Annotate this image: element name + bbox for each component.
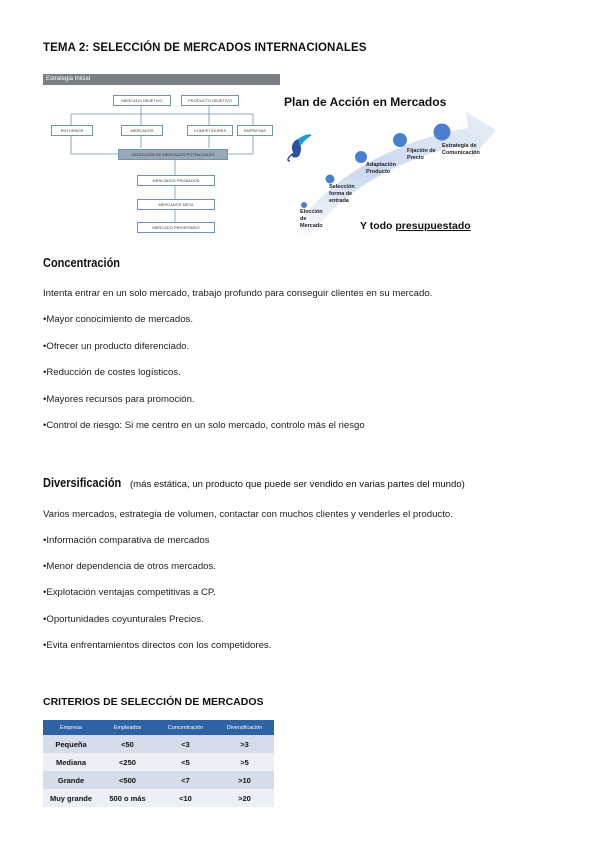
plan-title: Plan de Acción en Mercados xyxy=(284,95,447,109)
table-cell: >5 xyxy=(215,753,274,771)
diversificacion-bullet: •Información comparativa de mercados xyxy=(43,535,210,546)
strategy-diagram xyxy=(43,74,280,244)
plan-footer: Y todo presupuestado xyxy=(360,220,471,232)
table-cell: >3 xyxy=(215,735,274,753)
concentracion-bullet: •Mayores recursos para promoción. xyxy=(43,394,195,405)
diagram-box: EMPRESAS xyxy=(237,125,273,136)
concentracion-bullet: •Mayor conocimiento de mercados. xyxy=(43,314,193,325)
concentracion-bullet: •Ofrecer un producto diferenciado. xyxy=(43,341,190,352)
table-cell: <50 xyxy=(99,735,156,753)
step-label: forma de xyxy=(329,191,353,197)
table-row xyxy=(43,753,274,771)
criterios-heading: CRITERIOS DE SELECCIÓN DE MERCADOS xyxy=(43,696,264,708)
diversificacion-bullet: •Oportunidades coyunturales Precios. xyxy=(43,614,204,625)
diagram-box: ENTORNOS xyxy=(51,125,93,136)
concentracion-bullet: •Reducción de costes logísticos. xyxy=(43,367,181,378)
table-cell: <10 xyxy=(156,789,215,807)
table-cell: Mediana xyxy=(43,753,99,771)
step-circle xyxy=(326,175,335,184)
table-header-cell: Concentración xyxy=(156,720,215,735)
concentracion-intro: Intenta entrar en un solo mercado, trabajo profundo para conseguir clientes en su mercado. xyxy=(43,288,433,299)
step-label: de xyxy=(300,216,307,222)
table-cell: >10 xyxy=(215,771,274,789)
table-cell: <7 xyxy=(156,771,215,789)
action-plan-graphic xyxy=(282,86,500,244)
table-cell: <3 xyxy=(156,735,215,753)
step-label: Elección xyxy=(300,209,323,215)
table-cell: Muy grande xyxy=(43,789,99,807)
table-cell: <250 xyxy=(99,753,156,771)
diversificacion-heading: Diversificación (más estática, un producto que puede ser vendido en varias partes del mundo) xyxy=(43,476,465,490)
step-label: Comunicación xyxy=(442,150,480,156)
step-label: Precio xyxy=(407,155,424,161)
table-cell: 500 o más xyxy=(99,789,156,807)
table-cell: <5 xyxy=(156,753,215,771)
step-label: Fijación de xyxy=(407,148,436,154)
step-label: Estrategia de xyxy=(442,143,477,149)
table-cell: <500 xyxy=(99,771,156,789)
step-circle xyxy=(434,124,451,141)
diversificacion-bullet: •Menor dependencia de otros mercados. xyxy=(43,561,216,572)
diagram-box: SELECCIÓN DE MERCADOS POTENCIALES xyxy=(118,149,228,160)
step-circle xyxy=(393,133,407,147)
diagram-box: MERCADOS xyxy=(121,125,163,136)
diversificacion-subtitle: (más estática, un producto que puede ser vendido en varias partes del mundo) xyxy=(129,479,465,490)
table-header-cell: Diversificación xyxy=(215,720,274,735)
diagram-box: MERCADO OBJETIVO xyxy=(113,95,171,106)
concentracion-heading: Concentración xyxy=(43,256,121,270)
growth-arrow xyxy=(290,112,496,236)
table-cell: Pequeña xyxy=(43,735,99,753)
step-label: Producto xyxy=(366,169,391,175)
table-row xyxy=(43,771,274,789)
step-label: Mercado xyxy=(300,223,323,229)
diagram-box: MERCADOS PROBADOS xyxy=(137,175,215,186)
step-label: Selección xyxy=(329,184,355,190)
table-header-cell: Empleados xyxy=(99,720,156,735)
diagram-box: PRODUCTO OBJETIVO xyxy=(181,95,239,106)
bird-logo-icon xyxy=(288,134,312,161)
page-title: TEMA 2: SELECCIÓN DE MERCADOS INTERNACIONALES xyxy=(43,42,367,54)
diagram-box: MERCADO PRIORITARIO xyxy=(137,222,215,233)
step-label: Adaptación xyxy=(366,162,396,168)
concentracion-bullet: •Control de riesgo: Si me centro en un solo mercado, controlo más el riesgo xyxy=(43,420,365,431)
diversificacion-bullet: •Evita enfrentamientos directos con los competidores. xyxy=(43,640,272,651)
diversificacion-bullet: •Explotación ventajas competitivas a CP. xyxy=(43,587,216,598)
table-header-cell: Empresa xyxy=(43,720,99,735)
table-cell: >20 xyxy=(215,789,274,807)
diagram-box: MERCADOS META xyxy=(137,199,215,210)
step-circle xyxy=(301,202,307,208)
criterios-table xyxy=(43,720,274,807)
diagram-header: Estrategia Inicial xyxy=(43,74,280,85)
table-header-row xyxy=(43,720,274,735)
table-row xyxy=(43,735,274,753)
step-label: entrada xyxy=(329,198,349,204)
diversificacion-intro: Varios mercados, estrategia de volumen, contactar con muchos clientes y venderles el producto. xyxy=(43,509,453,520)
table-row xyxy=(43,789,274,807)
diagram-box: COMPETIDORES xyxy=(187,125,233,136)
table-cell: Grande xyxy=(43,771,99,789)
